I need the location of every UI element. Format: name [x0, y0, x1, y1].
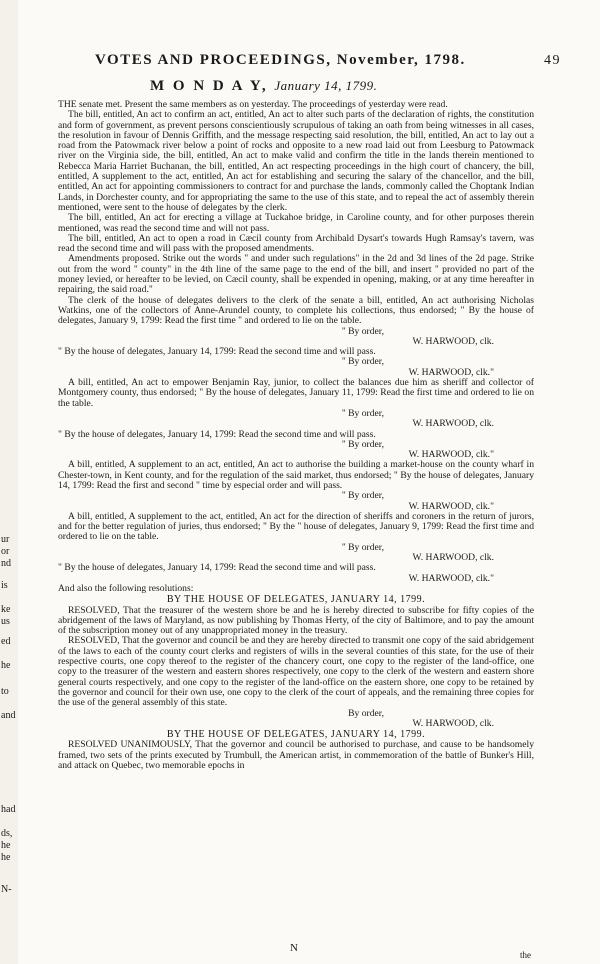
paragraph-juries: A bill, entitled, A supplement to the act, entitled, An act for the direction of sheriffs and coroners in the return of jurors, and for the better regulation of juries, thus endorsed; " By the " house of delegates, January 9, 1799: Read the first time and ordered to lie on the table. — [58, 510, 534, 543]
margin-fragment: ds, — [1, 828, 13, 839]
by-order-line: " By order, — [341, 356, 384, 368]
clerk-signature: W. HARWOOD, clk. — [412, 552, 494, 564]
margin-fragment: N- — [1, 884, 12, 895]
body-text — [58, 100, 534, 771]
margin-fragment: he — [1, 840, 11, 851]
margin-fragment: had — [1, 804, 16, 815]
reading-line: " By the house of delegates, January 14, 1799: Read the second time and will pass. — [58, 346, 376, 358]
clerk-signature: W. HARWOOD, clk. — [412, 418, 494, 430]
signature-mark: N — [290, 942, 298, 954]
margin-fragment: nd — [1, 558, 11, 569]
reading-line: " By the house of delegates, January 14, 1799: Read the second time and will pass. — [58, 428, 376, 440]
day-name: M O N D A Y, — [150, 78, 269, 94]
paragraph-bills-sent: The bill, entitled, An act to confirm an act, entitled, An act to alter such parts of the declaration of rights, the constitution and form of government, as prevent persons conscientiously scrupulous of taking an oath from being witnesses in all cases, the resolution in favour of Dennis Griffith, and the message respecting said resolution, the bill, entitled, An act to lay out a road from the Patowmack river below a point of rocks and opposite to a new road laid out from Leesburg to Patowmack river on the Virginia side, the bill, entitled, An act to make valid and confirm the title in the lands therein mentioned to Rebecca Maria Harriet Buchanan, the bill, entitled, An act respecting proceedings in the high court of chancery, the bill, entitled, A supplement to the act, entitled, An act for establishing and securing the salary of the chancellor, and the bill, entitled, An act for appointing commissioners to contract for and purchase the lands, commonly called the Choptank Indian Lands, in Dorchester county, and for appropriating the same to the use of this state, and to repeal the act of assembly therein mentioned, were sent to the house of delegates by the clerk. — [58, 109, 534, 213]
header-title: VOTES AND PROCEEDINGS, November, 1798. — [95, 52, 466, 68]
clerk-signature: W. HARWOOD, clk. — [412, 717, 494, 729]
by-order-line: " By order, — [341, 438, 384, 450]
margin-fragment: he — [1, 660, 11, 671]
by-order-line: " By order, — [341, 407, 384, 419]
day-heading — [150, 78, 470, 95]
resolutions-intro: And also the following resolutions: — [58, 582, 194, 594]
running-header — [95, 52, 561, 72]
margin-fragment: or — [1, 546, 10, 557]
paragraph-road-caecil: The bill, entitled, An act to open a road in Cæcil county from Archibald Dysart's towards Hugh Ramsay's tavern, was read the second time and will pass with the proposed amendments. — [58, 232, 534, 255]
resolution-heading: BY THE HOUSE OF DELEGATES, JANUARY 14, 1799. — [166, 729, 426, 741]
margin-fragment: us — [1, 616, 10, 627]
by-order-line: " By order, — [341, 325, 384, 337]
clerk-signature: W. HARWOOD, clk." — [408, 366, 494, 378]
adjacent-page-fragments — [0, 0, 20, 964]
margin-fragment: to — [1, 686, 9, 697]
margin-fragment: ur — [1, 534, 10, 545]
margin-fragment: ke — [1, 604, 11, 615]
clerk-signature: W. HARWOOD, clk." — [408, 500, 494, 512]
paragraph-tuckahoe: The bill, entitled, An act for erecting a village at Tuckahoe bridge, in Caroline county, and for other purposes therein mentioned, was read the second time and will not pass. — [58, 212, 534, 234]
clerk-signature: W. HARWOOD, clk." — [408, 572, 494, 584]
by-order-line: " By order, — [341, 490, 384, 502]
by-order-line: " By order, — [341, 541, 384, 553]
resolution-treasurer: RESOLVED, That the treasurer of the western shore be and he is hereby directed to subscribe for fifty copies of the abridgement of the laws of Maryland, as now publishing by Thomas Herty, of the city of Baltimore, and to pay the amount of the subscription money out of any unappropriated money in the treasury. — [58, 604, 534, 637]
catchword: the — [520, 950, 531, 960]
margin-fragment: ed — [1, 636, 11, 647]
margin-fragment: and — [1, 710, 16, 721]
clerk-signature: W. HARWOOD, clk." — [408, 449, 494, 461]
margin-fragment: he — [1, 852, 11, 863]
day-date: January 14, 1799. — [274, 78, 378, 93]
paragraph-amendments: Amendments proposed. Strike out the words " and under such regulations" in the 2d and 3d lines of the 2d page. Strike out from the word " county" in the 4th line of the same page to the end of the bill, and insert " provided no part of the money levied, or hereafter to be levied, on Cæcil county, shall be expended in opening, making, or at any time hereafter in repairing, the said road." — [58, 253, 534, 296]
resolution-distribution: RESOLVED, That the governor and council be and they are hereby directed to transmit one copy of the said abridgement of the laws to each of the county court clerks and registers of wills in the several counties of this state, for the use of their respective courts, one copy thereof to the register of the chancery court, one copy to the register of the land-office, one copy to the treasurer of the western and eastern shores respectively, one copy to the clerk of the western and eastern shore general courts respectively, and one copy to the register of the land-office on the eastern shore, one copy to be retained by the governor and council for their own use, one copy to the clerk of the court of appeals, and the remaining three copies for the use of the general assembly of this state. — [58, 635, 534, 709]
clerk-signature: W. HARWOOD, clk. — [412, 335, 494, 347]
resolution-trumbull-prints: RESOLVED UNANIMOUSLY, That the governor and council be authorised to purchase, and cause to be handsomely framed, two sets of the prints executed by Trumbull, the American artist, in commemoration of the battle of Bunker's Hill, and attack on Quebec, two memorable epochs in — [58, 739, 534, 771]
reading-line: " By the house of delegates, January 14, 1799: Read the second time and will pass. — [58, 562, 376, 574]
margin-fragment: is — [1, 580, 8, 591]
page-number: 49 — [544, 53, 561, 68]
paragraph-ray: A bill, entitled, An act to empower Benjamin Ray, junior, to collect the balances due him as sheriff and collector of Montgomery county, thus endorsed; " By the house of delegates, January 11, 1799: Read the first time and ordered to lie on the table. — [58, 377, 534, 409]
paragraph-watkins: The clerk of the house of delegates delivers to the clerk of the senate a bill, entitled, An act authorising Nicholas Watkins, one of the collectors of Anne-Arundel county, to complete his collections, thus endorsed; " By the house of delegates, January 9, 1799: Read the first time " and ordered to lie on the table. — [58, 294, 534, 327]
paragraph-opening: THE senate met. Present the same members as on yesterday. The proceedings of yesterday were read. — [58, 99, 448, 110]
paragraph-market-house: A bill, entitled, A supplement to an act, entitled, An act to authorise the building a market-house on the county wharf in Chester-town, in Kent county, and for the regulation of the said market, thus endorsed; " By the house of delegates, January 14, 1799: Read the first and second " time by especial order and will pass. — [58, 459, 534, 491]
resolution-heading: BY THE HOUSE OF DELEGATES, JANUARY 14, 1799. — [166, 594, 426, 606]
by-order-line: By order, — [348, 707, 384, 719]
